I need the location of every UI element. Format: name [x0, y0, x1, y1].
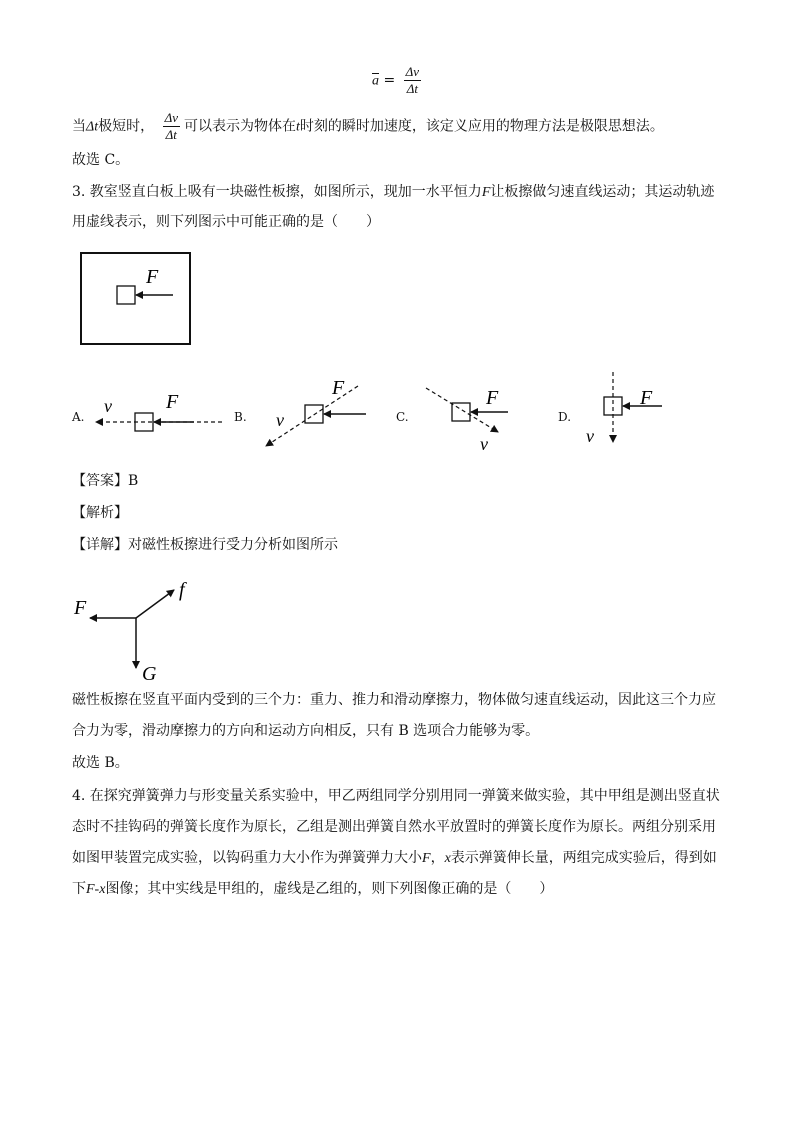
option-d-eraser: [604, 397, 622, 415]
para1-post-a: 可以表示为物体在: [183, 118, 296, 135]
detail-tag: 【详解】: [72, 537, 128, 553]
para1: [72, 110, 664, 143]
eraser-box: [117, 286, 135, 304]
q3-line2: 用虚线表示，则下列图示中可能正确的是（ ）: [72, 214, 380, 230]
option-a-label: A.: [72, 410, 85, 424]
choose-b: 故选 B。: [72, 755, 129, 771]
option-b-v: v: [276, 410, 284, 430]
para1-num: Δv: [164, 110, 178, 125]
q4-line1: 4. 在探究弹簧弹力与形变量关系实验中，甲乙两组同学分别用同一弹簧来做实验，其中甲组是测出竖直状: [72, 788, 720, 804]
force-f-arrow: [136, 590, 174, 618]
option-c-figure: [420, 382, 520, 454]
para2-line2: 合力为零，滑动摩擦力的方向和运动方向相反，只有 B 选项合力能够为零。: [72, 723, 540, 739]
para1-den: Δt: [165, 127, 177, 142]
q4-F: F: [422, 851, 431, 866]
formula-lhs: $\overline{a}$: [372, 73, 379, 89]
para1-mid: 极短时，: [98, 118, 155, 135]
detail: [72, 535, 338, 555]
para1-dt: Δt: [86, 119, 99, 135]
whiteboard-figure: [78, 250, 194, 348]
q4-line3-a: 如图甲装置完成实验，以钩码重力大小作为弹簧弹力大小: [72, 850, 422, 866]
q3-line1: [72, 182, 714, 203]
option-a-figure: [90, 388, 230, 436]
para1-t: t: [295, 119, 300, 135]
para1-post-b: 时刻的瞬时加速度，该定义应用的物理方法是极限思想法。: [299, 118, 664, 135]
q3-line1-a: 3. 教室竖直白板上吸有一块磁性板擦，如图所示，现加一水平恒力: [72, 184, 482, 200]
formula-num: Δv: [405, 64, 420, 79]
force-f-label: f: [179, 579, 185, 601]
q4-line3: [72, 848, 717, 869]
q4-line2: 态时不挂钩码的弹簧长度作为原长，乙组是测出弹簧自然水平放置时的弹簧长度作为原长。两组分别采用: [72, 819, 716, 835]
para2-line1: 磁性板擦在竖直平面内受到的三个力：重力、推力和滑动摩擦力，物体做匀速直线运动，因此这三个力应: [72, 692, 716, 708]
q4-line4-a: 下: [72, 881, 86, 897]
option-c-F: F: [486, 387, 499, 409]
option-c-label: C.: [396, 410, 409, 424]
option-d-v: v: [586, 426, 594, 446]
option-b-figure: [258, 374, 378, 454]
q3-F: F: [481, 185, 491, 200]
option-d-figure: [584, 370, 674, 450]
q3-line1-b: 让板擦做匀速直线运动；其运动轨迹: [490, 184, 715, 200]
answer-tag: 【答案】: [72, 473, 128, 489]
para1-pre: 当: [72, 118, 86, 135]
formula: [372, 64, 425, 97]
option-b-label: B.: [234, 410, 247, 424]
option-d-label: D.: [558, 410, 572, 424]
q4-line3-b: ，: [430, 850, 445, 866]
option-b-F: F: [332, 377, 345, 399]
force-label: F: [146, 266, 159, 288]
option-c-v: v: [480, 434, 488, 454]
force-G-label: G: [142, 663, 157, 684]
choose-c: 故选 C。: [72, 152, 130, 168]
q4-x: x: [444, 851, 451, 866]
answer: [72, 471, 138, 491]
q4-line4-b: 图像；其中实线是甲组的，虚线是乙组的，则下列图像正确的是（ ）: [105, 881, 554, 897]
q4-Fx: F-x: [86, 882, 106, 897]
force-F-label: F: [74, 597, 87, 619]
force-diagram: [70, 572, 200, 684]
formula-eq: =: [383, 72, 396, 89]
analysis-tag: 【解析】: [72, 505, 128, 521]
detail-text: 对磁性板擦进行受力分析如图所示: [128, 537, 338, 553]
para1-fraction: [163, 110, 180, 143]
answer-value: B: [128, 473, 139, 489]
formula-fraction: [404, 64, 421, 97]
option-a-F: F: [166, 391, 179, 413]
q4-line4: [72, 879, 553, 900]
formula-den: Δt: [406, 81, 418, 96]
q4-line3-c: 表示弹簧伸长量，两组完成实验后，得到如: [450, 850, 717, 866]
option-c-eraser: [452, 403, 470, 421]
option-d-F: F: [640, 387, 653, 409]
option-a-v: v: [104, 396, 112, 416]
